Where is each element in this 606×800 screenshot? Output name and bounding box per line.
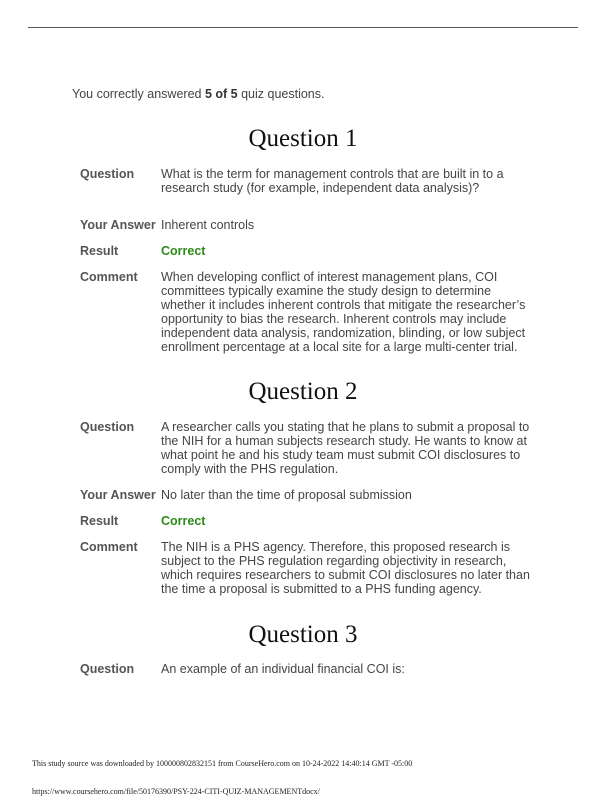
- question-2-text: A researcher calls you stating that he plans to submit a proposal to the NIH for a human subjects research study. He wants to know at what point he and his study team must submit COI disclosures to comply with the PHS regulation.: [161, 420, 530, 476]
- top-divider: [28, 27, 578, 28]
- question-2-result: Correct: [161, 514, 206, 528]
- source-url[interactable]: https://www.coursehero.com/file/50176390/PSY-224-CITI-QUIZ-MANAGEMENTdocx/: [32, 787, 320, 796]
- score-value: 5 of 5: [204, 87, 238, 101]
- question-2-comment: The NIH is a PHS agency. Therefore, this proposed research is subject to the PHS regulation regarding objectivity in research, which requires researchers to submit COI disclosures no later than the time a proposal is submitted to a PHS funding agency.: [161, 540, 530, 596]
- comment-label: Comment: [80, 540, 138, 554]
- question-label: Question: [80, 662, 135, 676]
- score-summary: You correctly answered 5 of 5 quiz questions.: [72, 87, 325, 101]
- question-1-comment: When developing conflict of interest management plans, COI committees typically examine the study design to determine whether it includes inherent controls that mitigate the researcher’s opportunity to bias the research. Inherent controls may include independent data analysis, randomization, blinding, or low subject enrollment percentage at a local site for a large multi-center trial.: [161, 270, 526, 354]
- download-notice: This study source was downloaded by 100000802832151 from CourseHero.com on 10-24-2022 14:40:14 GMT -05:00: [32, 759, 413, 768]
- question-2-answer: No later than the time of proposal submission: [161, 488, 412, 502]
- question-label: Question: [80, 167, 135, 181]
- comment-label: Comment: [80, 270, 138, 284]
- question-1-title: Question 1: [248, 125, 358, 152]
- question-2-title: Question 2: [248, 378, 358, 405]
- question-1-answer: Inherent controls: [161, 218, 255, 232]
- question-label: Question: [80, 420, 135, 434]
- question-1-text: What is the term for management controls that are built in to a research study (for example, independent data analysis)?: [161, 167, 504, 195]
- question-1-result: Correct: [161, 244, 206, 258]
- question-3-title: Question 3: [248, 621, 358, 648]
- your-answer-label: Your Answer: [80, 218, 156, 232]
- question-3-text: An example of an individual financial COI is:: [161, 662, 405, 676]
- result-label: Result: [80, 244, 119, 258]
- result-label: Result: [80, 514, 119, 528]
- your-answer-label: Your Answer: [80, 488, 156, 502]
